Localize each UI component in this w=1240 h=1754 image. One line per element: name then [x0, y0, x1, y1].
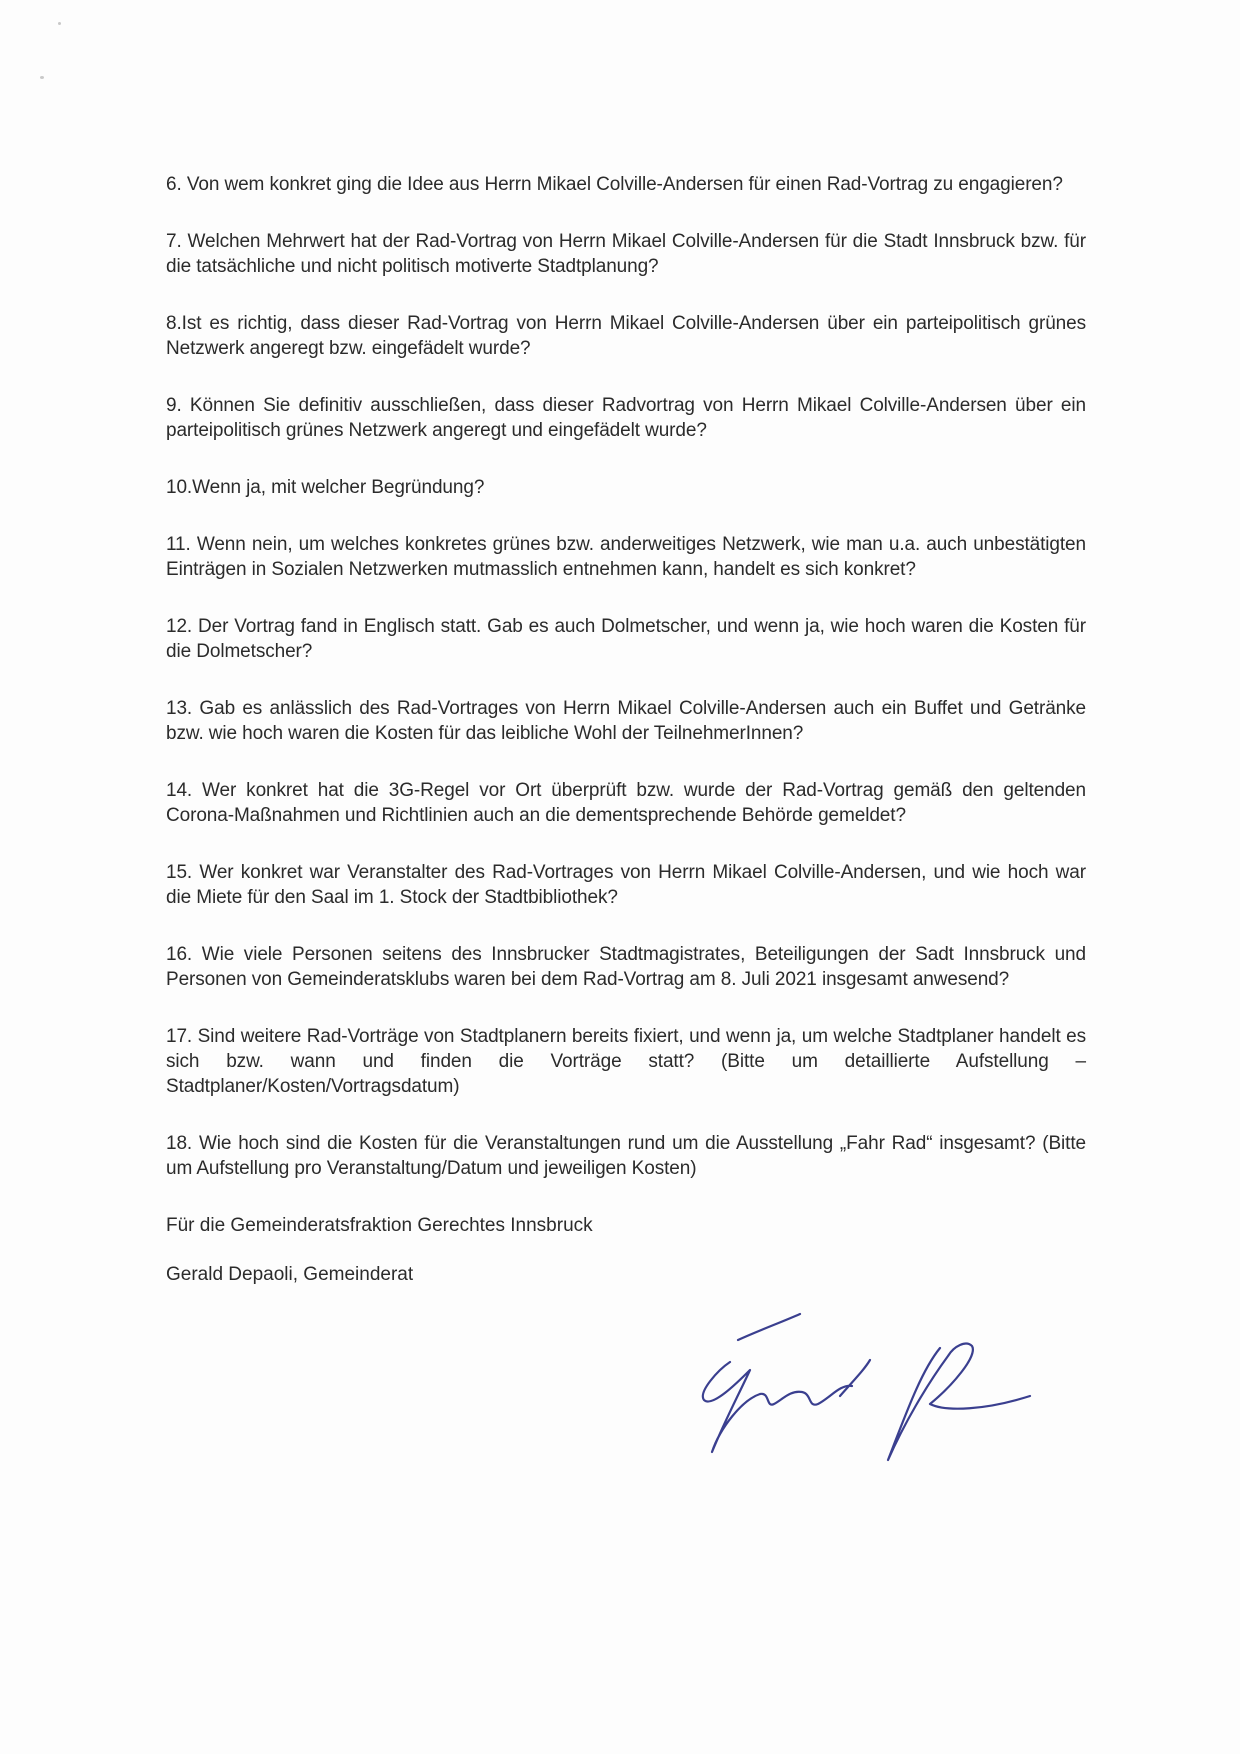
question-12: 12. Der Vortrag fand in Englisch statt. Gab es auch Dolmetscher, und wenn ja, wie hoch waren die Kosten für die Dolmetscher?: [166, 616, 1086, 662]
question-18: 18. Wie hoch sind die Kosten für die Veranstaltungen rund um die Ausstellung „Fahr Rad“ insgesamt? (Bitte um Aufstellung pro Veranstaltung/Datum und jeweiligen Kosten): [166, 1133, 1086, 1179]
question-9: 9. Können Sie definitiv ausschließen, dass dieser Radvortrag von Herrn Mikael Colville-Andersen über ein parteipolitisch grünes Netzwerk angeregt und eingefädelt wurde?: [166, 395, 1086, 441]
signer-line: Gerald Depaoli, Gemeinderat: [166, 1264, 414, 1285]
closing-line: Für die Gemeinderatsfraktion Gerechtes Innsbruck: [166, 1215, 593, 1236]
question-11: 11. Wenn nein, um welches konkretes grünes bzw. anderweitiges Netzwerk, wie man u.a. auch unbestätigten Einträgen in Sozialen Netzwerken mutmasslich entnehmen kann, handelt es sich konkret?: [166, 534, 1086, 580]
question-16: 16. Wie viele Personen seitens des Innsbrucker Stadtmagistrates, Beteiligungen der Sadt Innsbruck und Personen von Gemeinderatsklubs waren bei dem Rad-Vortrag am 8. Juli 2021 insgesamt anwesend?: [166, 944, 1086, 990]
signature-stroke: [888, 1344, 1030, 1460]
question-8: 8.Ist es richtig, dass dieser Rad-Vortrag von Herrn Mikael Colville-Andersen über ein parteipolitisch grünes Netzwerk angeregt bzw. eingefädelt wurde?: [166, 313, 1086, 359]
handwritten-signature: [690, 1300, 1050, 1470]
question-15: 15. Wer konkret war Veranstalter des Rad-Vortrages von Herrn Mikael Colville-Andersen, und wie hoch war die Miete für den Saal im 1. Stock der Stadtbibliothek?: [166, 862, 1086, 908]
question-6: 6. Von wem konkret ging die Idee aus Herrn Mikael Colville-Andersen für einen Rad-Vortrag zu engagieren?: [166, 174, 1063, 195]
question-10: 10.Wenn ja, mit welcher Begründung?: [166, 477, 485, 498]
signature-stroke: [738, 1314, 800, 1340]
question-7: 7. Welchen Mehrwert hat der Rad-Vortrag von Herrn Mikael Colville-Andersen für die Stadt Innsbruck bzw. für die tatsächliche und nicht politisch motiverte Stadtplanung?: [166, 231, 1086, 277]
signature-stroke: [840, 1360, 870, 1396]
scan-speck: [40, 76, 44, 79]
question-list: [166, 172, 1086, 1287]
question-14: 14. Wer konkret hat die 3G-Regel vor Ort überprüft bzw. wurde der Rad-Vortrag gemäß den geltenden Corona-Maßnahmen und Richtlinien auch an die dementsprechende Behörde gemeldet?: [166, 780, 1086, 826]
scan-speck: [58, 22, 61, 25]
signature-stroke: [703, 1362, 852, 1452]
question-13: 13. Gab es anlässlich des Rad-Vortrages von Herrn Mikael Colville-Andersen auch ein Buffet und Getränke bzw. wie hoch waren die Kosten für das leibliche Wohl der TeilnehmerInnen?: [166, 698, 1086, 744]
question-17: 17. Sind weitere Rad-Vorträge von Stadtplanern bereits fixiert, und wenn ja, um welche Stadtplaner handelt es sich bzw. wann und finden die Vorträge statt? (Bitte um detaillierte Aufstellung – Stadtplaner/Kosten/Vortragsdatum): [166, 1026, 1086, 1097]
